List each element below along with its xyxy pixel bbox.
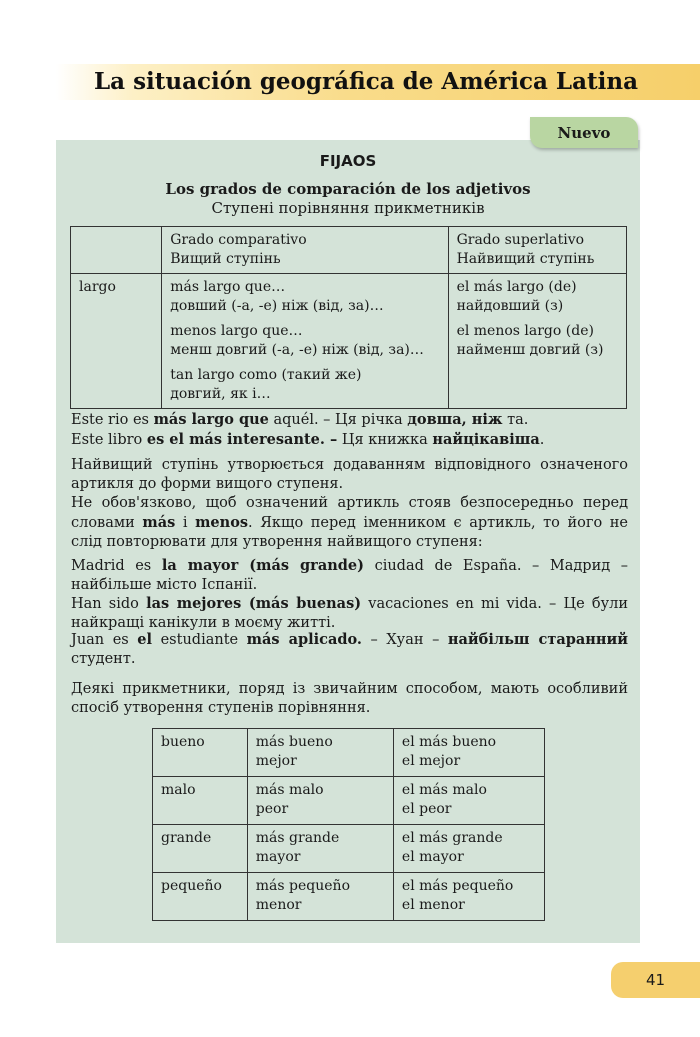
comparative-form: más largo que… — [170, 279, 286, 295]
nuevo-badge: Nuevo — [530, 117, 638, 148]
irregular-intro: Деякі прикметники, поряд із звичайним способом, мають особливий спосіб утворення ступенів порівняння. — [71, 681, 628, 716]
comparative-translation: довгий, як і… — [170, 386, 271, 402]
sentence-1: Madrid es la mayor (más grande) ciudad de España. – Мадрид – найбільше місто Іспанії. — [71, 557, 628, 593]
superlative-translation: найменш довгий (з) — [456, 342, 604, 358]
table-cell: más malo peor — [247, 777, 393, 825]
header-comparative-uk: Вищий ступінь — [170, 251, 281, 267]
table-cell: el más pequeño el menor — [393, 873, 544, 921]
rule-paragraph-1: Найвищий ступінь утворюється додаванням відповідного означеного артикля до форми вищого ступеня. — [71, 457, 628, 492]
topic-title-uk: Ступені порівняння прикметників — [211, 199, 485, 217]
header-comparative-es: Grado comparativo — [170, 232, 307, 248]
example-2: Este libro es el más interesante. – Ця книжка найцікавіша. — [71, 431, 545, 448]
base-word: largo — [79, 279, 116, 295]
table-cell: más bueno mejor — [247, 729, 393, 777]
table-row — [71, 274, 627, 409]
table-cell: más pequeño menor — [247, 873, 393, 921]
example-sentences — [71, 410, 628, 450]
table-cell — [71, 227, 162, 274]
table-cell — [71, 274, 162, 409]
header-superlative-es: Grado superlativo — [456, 232, 585, 248]
superlative-form: el menos largo (de) — [456, 323, 594, 339]
page-title: La situación geográfica de América Latina — [94, 68, 638, 95]
table-cell — [448, 227, 626, 274]
superlative-translation: найдовший (з) — [456, 298, 564, 314]
table-cell: pequeño — [153, 873, 248, 921]
table-cell: más grande mayor — [247, 825, 393, 873]
superlative-form: el más largo (de) — [456, 279, 577, 295]
comparison-table — [70, 226, 627, 409]
table-row — [153, 777, 545, 825]
table-cell: el más grande el mayor — [393, 825, 544, 873]
comparative-translation: менш довгий (-а, -е) ніж (від, за)… — [170, 342, 424, 358]
sentence-2: Han sido las mejores (más buenas) vacaciones en mi vida. – Це були найкращі канікули в моєму житті. — [71, 595, 629, 631]
table-row — [153, 825, 545, 873]
table-cell: el más bueno el mejor — [393, 729, 544, 777]
page-number: 41 — [611, 962, 700, 998]
comparative-form: tan largo como (такий же) — [170, 367, 362, 383]
comparative-translation: довший (-а, -е) ніж (від, за)… — [170, 298, 384, 314]
comparative-form: menos largo que… — [170, 323, 303, 339]
irregular-adjectives-table — [152, 728, 545, 921]
table-cell: grande — [153, 825, 248, 873]
example-1: Este rio es más largo que aquél. – Ця річка довша, ніж та. — [71, 411, 529, 428]
table-cell — [448, 274, 626, 409]
section-label: FIJAOS — [319, 152, 377, 170]
topic-title-es: Los grados de comparación de los adjetivos — [165, 180, 531, 198]
table-cell: el más malo el peor — [393, 777, 544, 825]
rule-paragraph-2: Не обов'язково, щоб означений артикль стояв безпосередньо перед словами más і menos. Якщо перед іменником є артикль, то його не слід повторювати для утворення найвищого ступеня: — [71, 495, 629, 550]
table-row — [153, 873, 545, 921]
table-cell — [162, 227, 448, 274]
sentence-3: Juan es el estudiante más aplicado. – Хуан – найбільш старанний студент. — [71, 631, 628, 667]
table-row — [153, 729, 545, 777]
header-superlative-uk: Найвищий ступінь — [456, 251, 595, 267]
table-cell: malo — [153, 777, 248, 825]
table-cell: bueno — [153, 729, 248, 777]
table-header-row — [71, 227, 627, 274]
table-cell — [162, 274, 448, 409]
